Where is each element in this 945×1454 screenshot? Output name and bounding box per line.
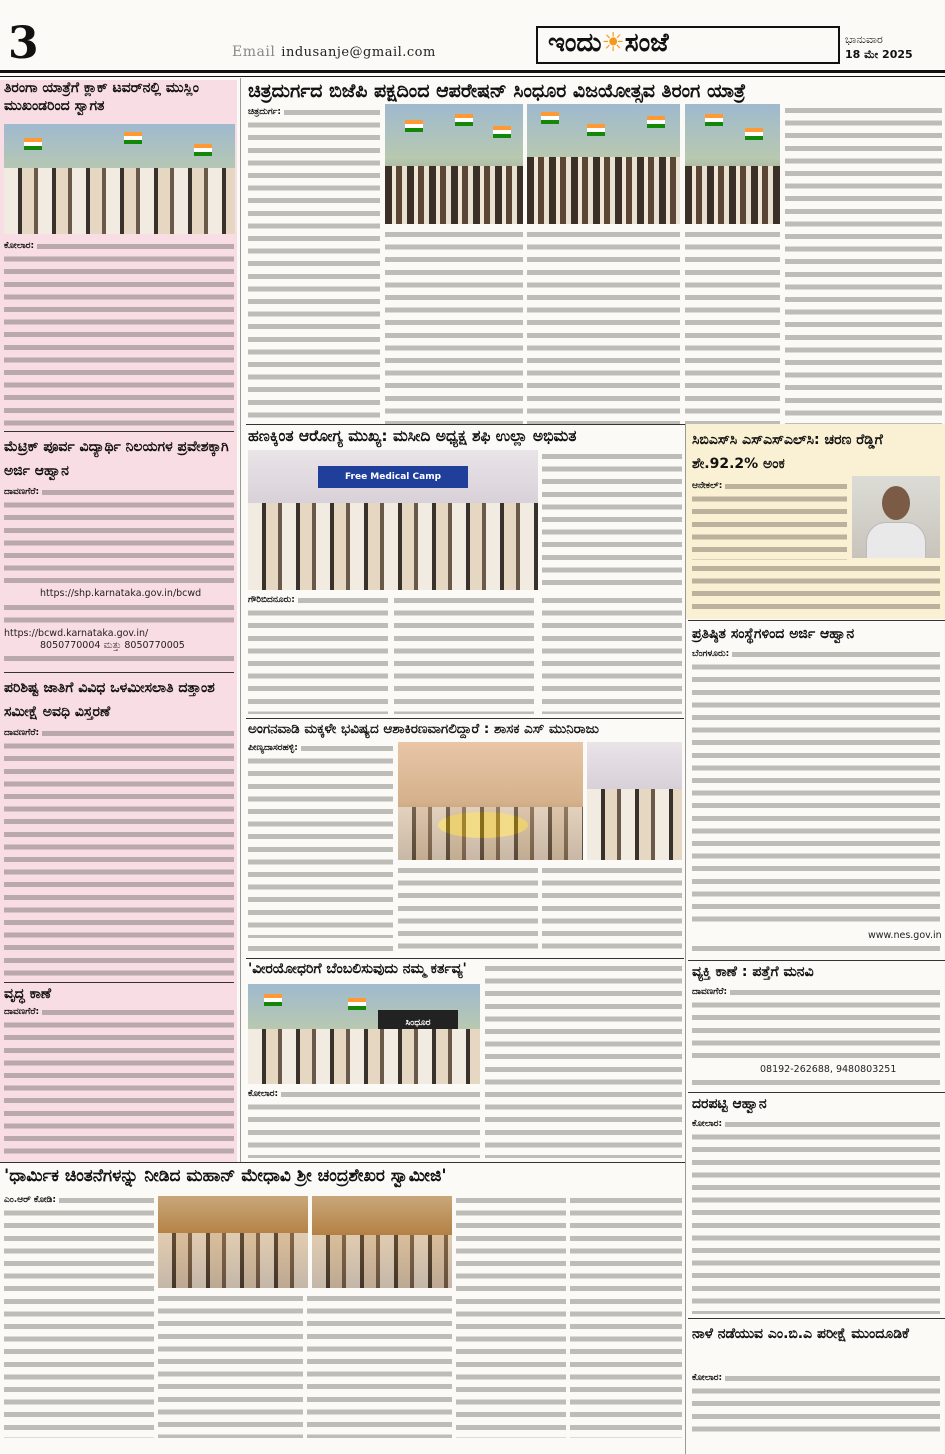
- article-body: [4, 1194, 154, 1438]
- article-body: [4, 1006, 234, 1156]
- section-divider: [246, 718, 684, 719]
- article-body: [685, 228, 780, 424]
- camp-banner: Free Medical Camp: [318, 466, 468, 488]
- header-rule: [0, 70, 945, 73]
- section-divider: [688, 1092, 945, 1093]
- website-link[interactable]: https://bcwd.karnataka.gov.in/: [4, 628, 149, 639]
- article-body: [527, 228, 680, 424]
- swamiji-photo: [158, 1196, 308, 1288]
- article-dateline: ಕೋಲಾರ:: [692, 1119, 725, 1129]
- article-body: [542, 864, 682, 956]
- medical-camp-photo: [248, 450, 538, 590]
- issue-day: ಭಾನುವಾರ: [845, 33, 883, 46]
- article-body: [692, 648, 940, 926]
- article-photo: [4, 124, 235, 234]
- article-dateline: ಆನೇಕಲ್:: [692, 481, 725, 491]
- article-dateline: ದಾವಣಗೆರೆ:: [692, 987, 730, 997]
- article-body: [4, 240, 234, 428]
- phone-numbers: 8050770004 ಮತ್ತು 8050770005: [40, 640, 185, 651]
- section-divider: [4, 431, 234, 432]
- article-body: [692, 480, 847, 560]
- rally-photo: [527, 104, 680, 224]
- article-dateline: ಬೆಂಗಳೂರು:: [692, 649, 732, 659]
- article-body: [456, 1194, 566, 1438]
- article-body: [385, 228, 523, 424]
- header-rule-thin: [0, 76, 945, 77]
- swamiji-photo: [312, 1196, 452, 1288]
- article-body: [785, 104, 942, 424]
- article-body: [248, 594, 388, 714]
- article-dateline: ಚಿತ್ರದುರ್ಗ:: [248, 107, 284, 117]
- section-divider: [0, 1162, 685, 1163]
- article-body: [485, 962, 682, 1158]
- article-body: [692, 562, 940, 616]
- article-body: [570, 1194, 682, 1438]
- article-dateline: ಕೋಲಾರ:: [692, 1373, 725, 1383]
- section-divider: [246, 958, 684, 959]
- article-headline: ತಿರಂಗಾ ಯಾತ್ರೆಗೆ ಕ್ಲಾಕ್ ಟವರ್‌ನಲ್ಲಿ ಮುಸ್ಲಿಂ ಮುಖಂಡರಿಂದ ಸ್ವಾಗತ: [4, 80, 199, 114]
- article-body: [158, 1292, 303, 1438]
- article-body: [248, 1088, 480, 1158]
- section-divider: [688, 1318, 945, 1319]
- article-body: [248, 106, 380, 424]
- article-headline: 'ವೀರಯೋಧರಿಗೆ ಬೆಂಬಲಿಸುವುದು ನಮ್ಮ ಕರ್ತವ್ಯ': [248, 961, 467, 977]
- article-body: [398, 864, 538, 956]
- sun-icon: ☀: [601, 28, 625, 58]
- lead-headline: ಚಿತ್ರದುರ್ಗದ ಬಿಜೆಪಿ ಪಕ್ಷದಿಂದ ಆಪರೇಷನ್ ಸಿಂಧೂರ ವಿಜಯೋತ್ಸವ ತಿರಂಗ ಯಾತ್ರೆ: [248, 80, 746, 102]
- article-headline: ಮೆಟ್ರಿಕ್ ಪೂರ್ವ ವಿದ್ಯಾರ್ಥಿ ನಿಲಯಗಳ ಪ್ರವೇಶಕ್ಕಾಗಿ ಅರ್ಜಿ ಆಹ್ವಾನ: [4, 439, 229, 479]
- article-body: [692, 1118, 940, 1314]
- student-face: [882, 486, 910, 520]
- article-headline: ಪ್ರತಿಷ್ಠಿತ ಸಂಸ್ಥೆಗಳಿಂದ ಅರ್ಜಿ ಆಹ್ವಾನ: [692, 626, 855, 642]
- article-headline: ಪರಿಶಿಷ್ಟ ಜಾತಿಗೆ ವಿವಿಧ ಒಳಮೀಸಲಾತಿ ದತ್ತಾಂಶ ಸಮೀಕ್ಷೆ ಅವಧಿ ವಿಸ್ತರಣೆ: [4, 680, 215, 720]
- article-body: [394, 594, 534, 714]
- issue-date: [845, 32, 913, 62]
- column-divider: [240, 78, 241, 1162]
- article-dateline: ಪೀಣ್ಯದಾಸರಹಳ್ಳಿ:: [248, 743, 301, 753]
- article-body: [4, 652, 234, 668]
- masthead-email: [232, 44, 436, 60]
- article-headline: ನಾಳೆ ನಡೆಯುವ ಎಂ.ಬಿ.ಎ ಪರೀಕ್ಷೆ ಮುಂದೂಡಿಕೆ: [692, 1326, 909, 1342]
- student-shirt: [866, 522, 926, 558]
- article-headline: ಹಣಕ್ಕಿಂತ ಆರೋಗ್ಯ ಮುಖ್ಯ: ಮಸೀದಿ ಅಧ್ಯಕ್ಷ ಶಫಿ ಉಲ್ಲಾ ಅಭಿಮತ: [248, 427, 577, 445]
- article-dateline: ದಾವಣಗೆರೆ:: [4, 728, 42, 738]
- article-dateline: ಗೌರಿಬಿದನೂರು:: [248, 595, 298, 605]
- article-headline: ದರಪಟ್ಟಿ ಆಹ್ವಾನ: [692, 1096, 767, 1112]
- article-dateline: ಕೋಲಾರ:: [4, 241, 37, 251]
- article-body: [4, 727, 234, 977]
- article-body: [307, 1292, 452, 1438]
- issue-date-value: 18 ಮೇ 2025: [845, 48, 913, 61]
- section-divider: [688, 960, 945, 961]
- article-dateline: ಕೋಲಾರ:: [248, 1089, 281, 1099]
- article-dateline: ಎಂ.ಆರ್ ಕೋಡಿ:: [4, 1195, 59, 1205]
- operation-sindoor-banner: ಸಿಂಧೂರ: [378, 1010, 458, 1036]
- section-divider: [688, 620, 945, 621]
- anganwadi-photo: [587, 742, 682, 860]
- phone-numbers: 08192-262688, 9480803251: [760, 1064, 897, 1075]
- article-headline: 'ಧಾರ್ಮಿಕ ಚಿಂತನೆಗಳನ್ನು ನೀಡಿದ ಮಹಾನ್ ಮೇಧಾವಿ ಶ್ರೀ ಚಂದ್ರಶೇಖರ ಸ್ವಾಮೀಜಿ': [4, 1166, 447, 1186]
- section-divider: [4, 672, 234, 673]
- column-divider: [685, 424, 686, 1454]
- website-link[interactable]: https://shp.karnataka.gov.in/bcwd: [40, 588, 202, 599]
- article-body: [248, 942, 393, 956]
- article-headline: ಸಿಬಿಎಸ್‌ಸಿ ಎಸ್‌ಎಸ್‌ಎಲ್‌ಸಿ: ಚರಣ ರೆಡ್ಡಿಗೆ ಶೇ.92.2% ಅಂಕ: [692, 432, 883, 472]
- article-dateline: ದಾವಣಗೆರೆ:: [4, 1007, 42, 1017]
- article-body: [692, 942, 940, 955]
- rally-photo: [385, 104, 523, 224]
- article-body: [248, 742, 393, 938]
- article-dateline: ದಾವಣಗೆರೆ:: [4, 487, 42, 497]
- article-headline: ಅಂಗನವಾಡಿ ಮಕ್ಕಳೇ ಭವಿಷ್ಯದ ಆಶಾಕಿರಣವಾಗಲಿದ್ದಾರೆ : ಶಾಸಕ ಎಸ್ ಮುನಿರಾಜು: [248, 721, 599, 737]
- section-divider: [4, 982, 234, 983]
- article-headline: ವೃದ್ಧ ಕಾಣೆ: [4, 986, 52, 1002]
- rally-photo: [685, 104, 780, 224]
- anganwadi-photo: [398, 742, 583, 860]
- email-label: Email: [232, 44, 276, 60]
- article-body: [4, 486, 234, 586]
- tiranga-rally-photo: [248, 984, 480, 1084]
- email-address[interactable]: indusanje@gmail.com: [281, 45, 436, 60]
- article-headline: ವ್ಯಕ್ತಿ ಕಾಣೆ : ಪತ್ತೆಗೆ ಮನವಿ: [692, 964, 814, 980]
- page-number: 3: [8, 18, 39, 69]
- article-body: [542, 450, 682, 590]
- masthead-logo: [548, 28, 669, 59]
- website-link[interactable]: www.nes.gov.in: [868, 930, 942, 941]
- article-body: [542, 594, 682, 714]
- logo-text-right: ಸಂಜೆ: [624, 28, 669, 58]
- article-body: [692, 1372, 940, 1438]
- student-portrait: [852, 476, 940, 558]
- article-body: [4, 601, 234, 623]
- article-body: [692, 986, 940, 1062]
- logo-text-left: ಇಂದು: [548, 28, 602, 58]
- article-body: [692, 1076, 940, 1088]
